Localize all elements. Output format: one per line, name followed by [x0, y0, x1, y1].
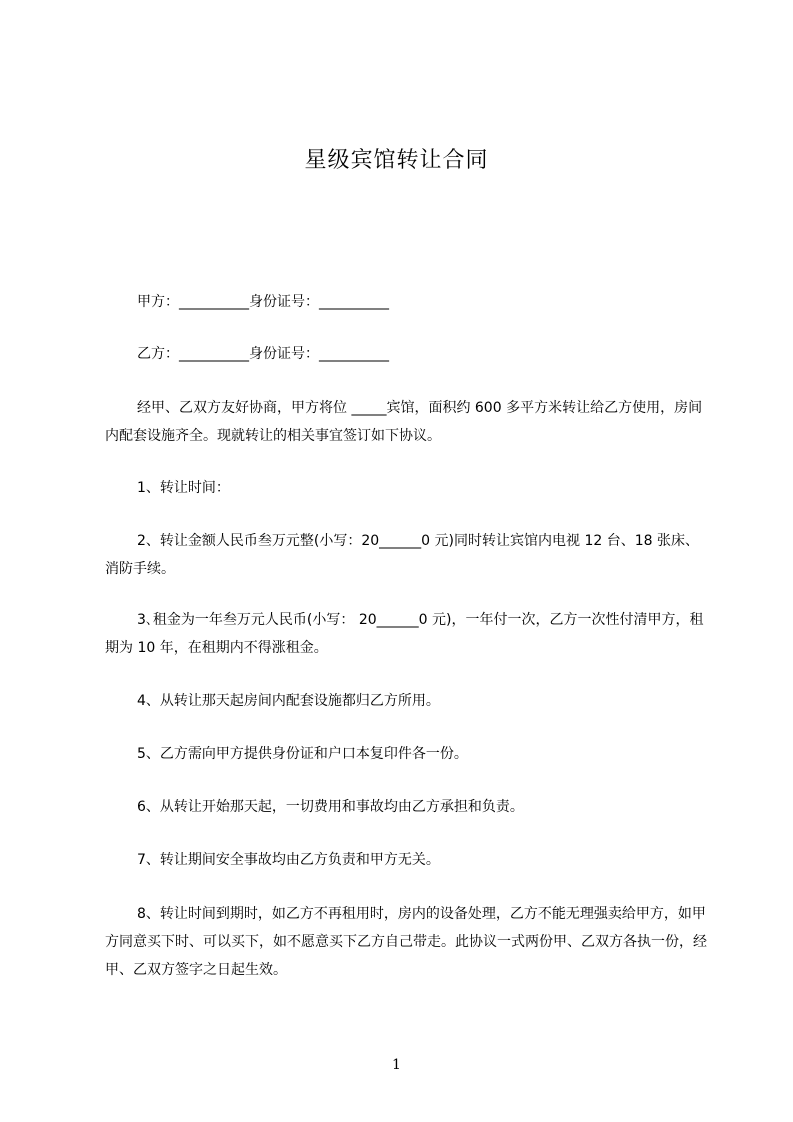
- clause-8: 8、转让时间到期时，如乙方不再租用时，房内的设备处理，乙方不能无理强卖给甲方，如甲方同意买下时、可以买下，如不愿意买下乙方自己带走。此协议一式两份甲、乙双方各执一份，经甲、乙双方签字之日起生效。: [105, 906, 707, 978]
- clause-2: 2、转让金额人民币叁万元整(小写：20______0 元)同时转让宾馆内电视 12 台、18 张床、消防手续。: [105, 533, 699, 577]
- page-number: 1: [392, 1057, 401, 1073]
- clause-4: 4、从转让那天起房间内配套设施都归乙方所用。: [137, 693, 440, 709]
- clause-5: 5、乙方需向甲方提供身份证和户口本复印件各一份。: [137, 746, 468, 762]
- intro-paragraph: 经甲、乙双方友好协商，甲方将位 _____宾馆，面积约 600 多平方米转让给乙方使用，房间内配套设施齐全。现就转让的相关事宜签订如下协议。: [105, 400, 703, 444]
- clause-1: 1、转让时间：: [137, 480, 230, 496]
- clause-6: 6、从转让开始那天起，一切费用和事故均由乙方承担和负责。: [137, 799, 524, 815]
- party-a-line: 甲方：__________身份证号：__________: [137, 294, 389, 310]
- clause-3: 3､租金为一年叁万元人民币(小写： 20______0 元)，一年付一次，乙方一次性付清甲方，租期为 10 年，在租期内不得涨租金。: [105, 612, 704, 656]
- party-b-line: 乙方：__________身份证号：__________: [137, 346, 389, 362]
- clause-7: 7、转让期间安全事故均由乙方负责和甲方无关。: [137, 852, 440, 868]
- contract-title: 星级宾馆转让合同: [304, 148, 489, 173]
